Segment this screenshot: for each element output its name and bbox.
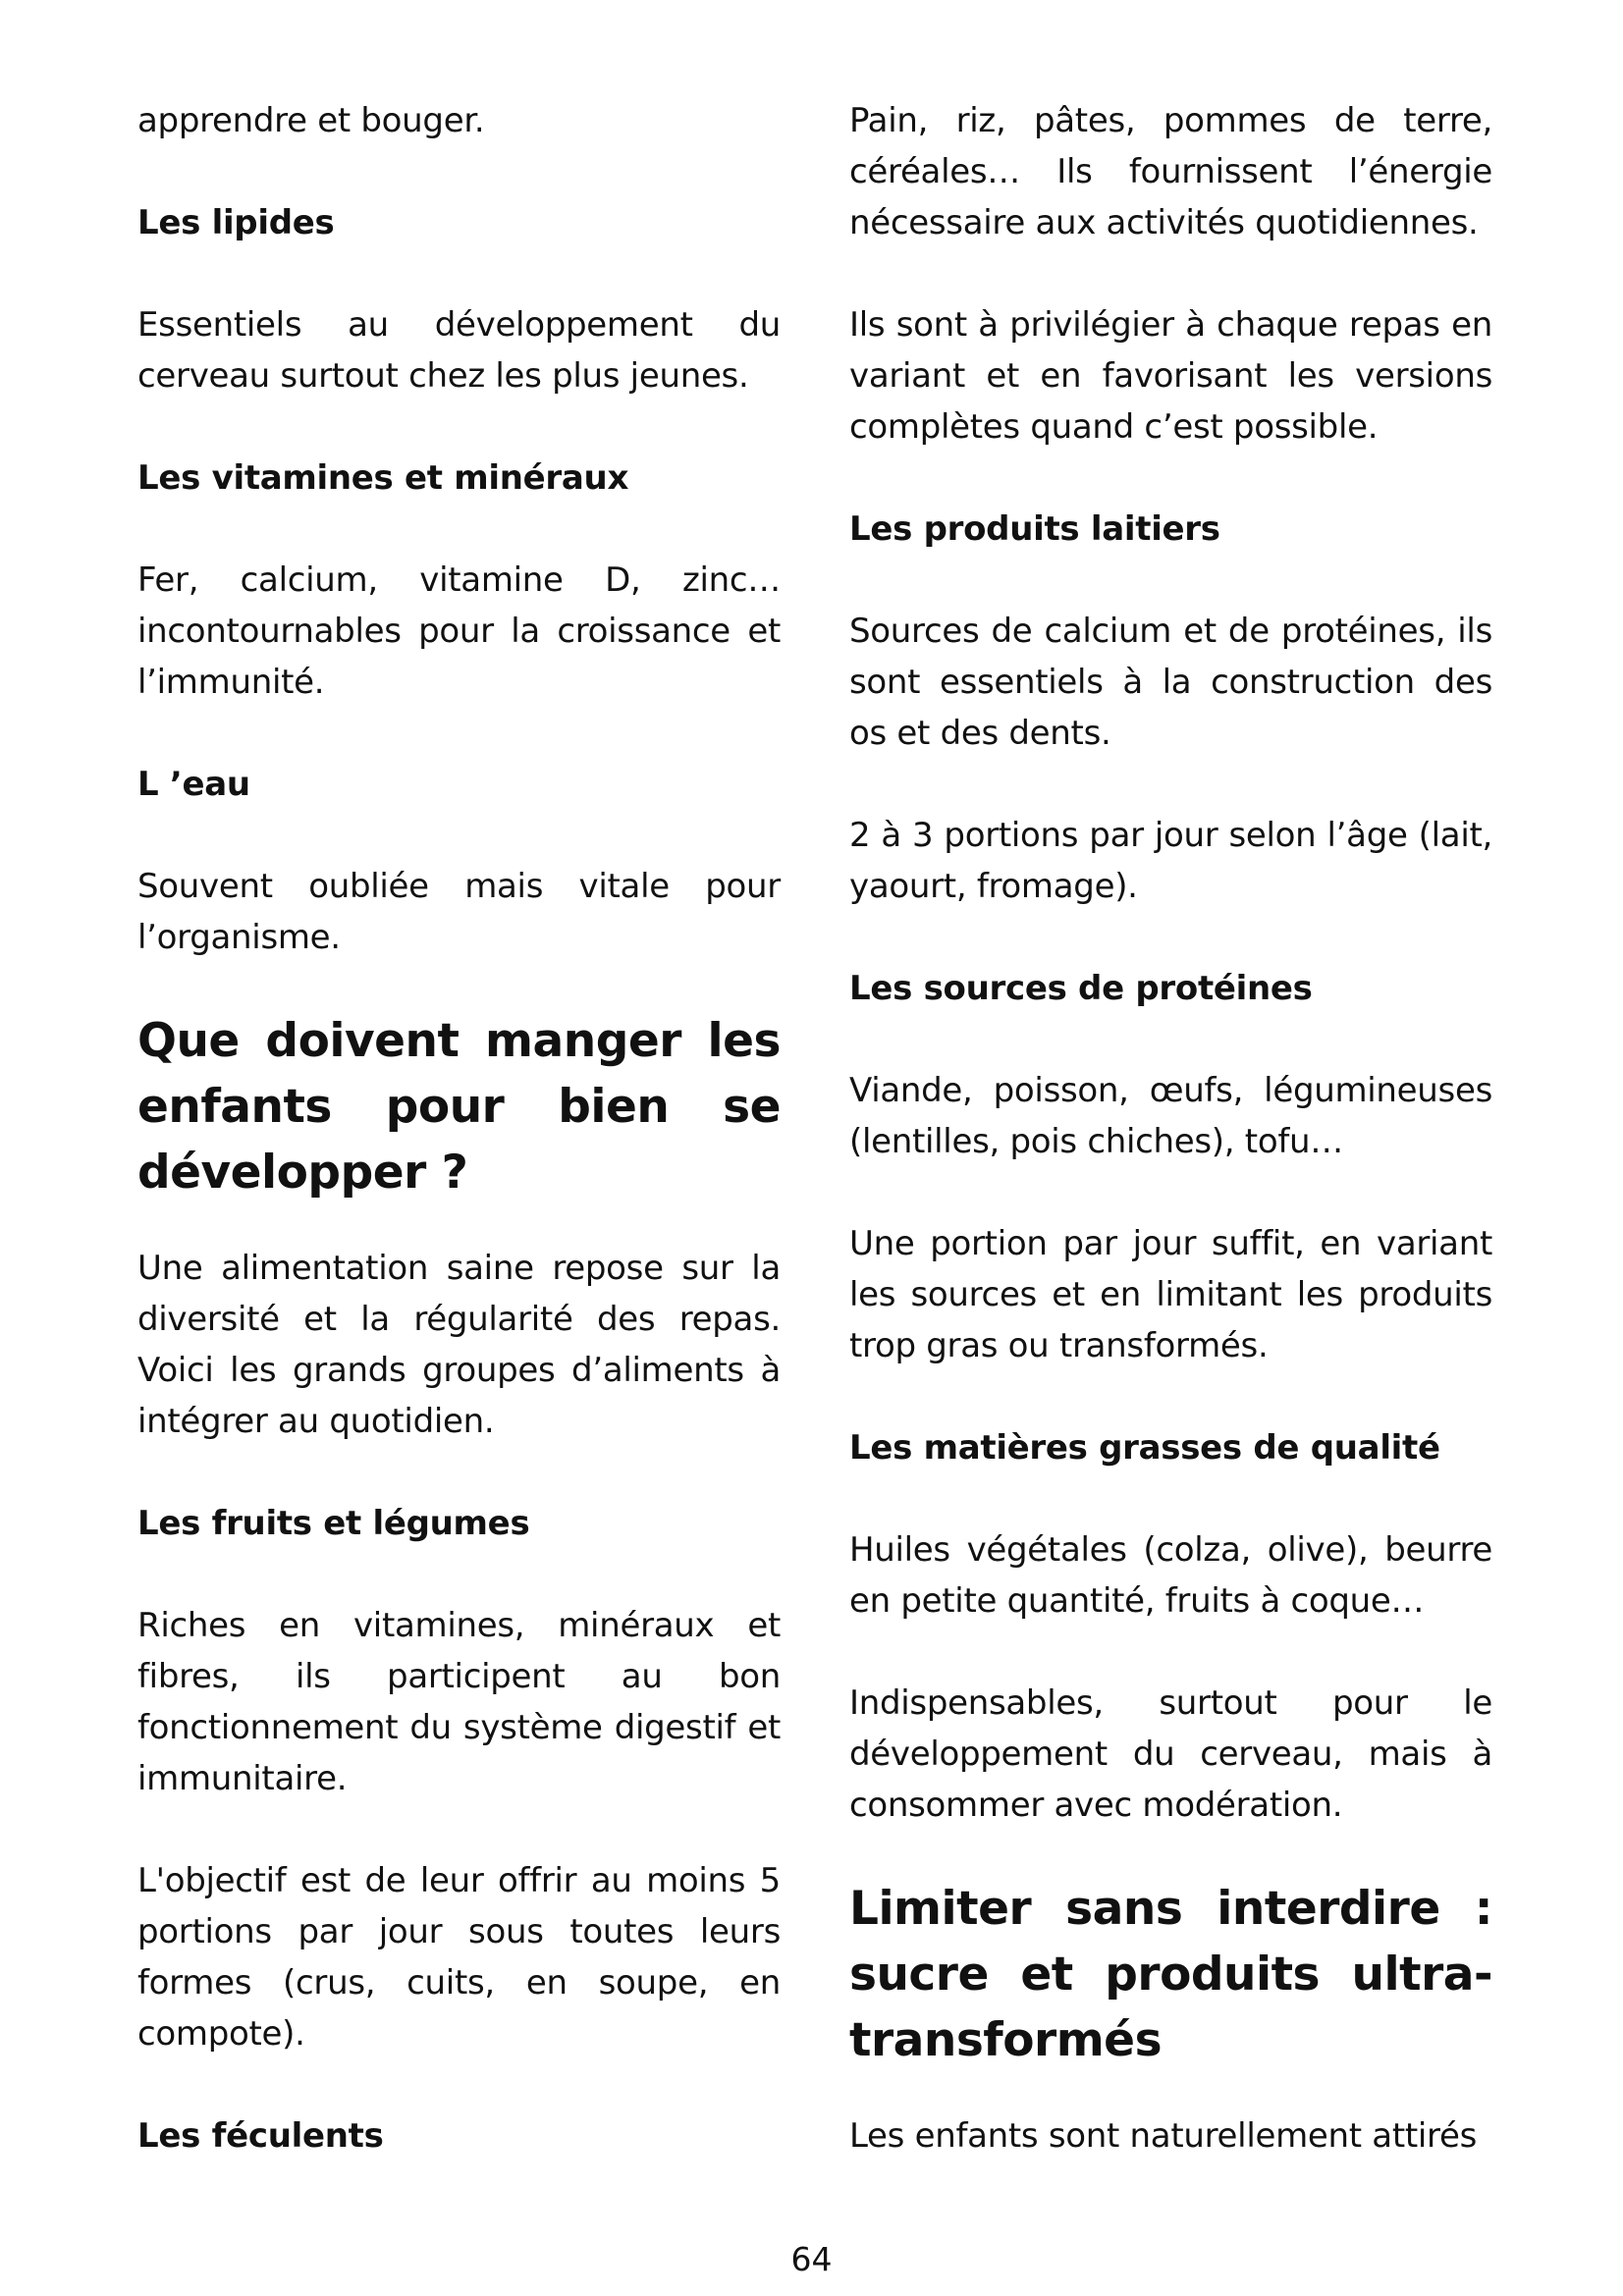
heading-fruits-legumes: Les fruits et légumes xyxy=(137,1504,530,1543)
paragraph-lipides: Essentiels au développement du cerveau surtout chez les plus jeunes. xyxy=(137,305,781,396)
left-column xyxy=(137,95,781,2162)
heading-lipides: Les lipides xyxy=(137,203,335,242)
paragraph-matieres-2: Indispensables, surtout pour le développement du cerveau, mais à consommer avec modération. xyxy=(849,1683,1492,1825)
heading-eau: L ’eau xyxy=(137,765,250,804)
paragraph-laitiers-1: Sources de calcium et de protéines, ils sont essentiels à la construction des os et des dents. xyxy=(849,612,1492,753)
paragraph-laitiers-2: 2 à 3 portions par jour selon l’âge (lait, yaourt, fromage). xyxy=(849,816,1492,906)
paragraph-continuation: apprendre et bouger. xyxy=(137,101,485,140)
paragraph-eau: Souvent oubliée mais vitale pour l’organisme. xyxy=(137,867,781,957)
paragraph-limiter: Les enfants sont naturellement attirés xyxy=(849,2116,1478,2156)
paragraph-proteines-1: Viande, poisson, œufs, légumineuses (lentilles, pois chiches), tofu… xyxy=(849,1071,1492,1161)
paragraph-intro: Une alimentation saine repose sur la diversité et la régularité des repas. Voici les grands groupes d’aliments à intégrer au quotidien. xyxy=(137,1249,781,1441)
section-heading-limiter: Limiter sans interdire : sucre et produits ultra-transformés xyxy=(849,1882,1492,2067)
section-heading-manger: Que doivent manger les enfants pour bien se développer ? xyxy=(137,1014,781,1200)
right-column xyxy=(849,95,1492,2162)
heading-matieres-grasses: Les matières grasses de qualité xyxy=(849,1428,1440,1468)
heading-produits-laitiers: Les produits laitiers xyxy=(849,509,1220,549)
paragraph-vitamines: Fer, calcium, vitamine D, zinc… incontournables pour la croissance et l’immunité. xyxy=(137,561,781,702)
heading-vitamines: Les vitamines et minéraux xyxy=(137,458,629,498)
paragraph-fruits-1: Riches en vitamines, minéraux et fibres, ils participent au bon fonctionnement du système digestif et immunitaire. xyxy=(137,1606,781,1798)
heading-sources-proteines: Les sources de protéines xyxy=(849,969,1313,1008)
paragraph-proteines-2: Une portion par jour suffit, en variant les sources et en limitant les produits trop gras ou transformés. xyxy=(849,1224,1492,1365)
page-number: 64 xyxy=(790,2240,833,2278)
paragraph-matieres-1: Huiles végétales (colza, olive), beurre en petite quantité, fruits à coque… xyxy=(849,1530,1492,1621)
paragraph-fruits-2: L'objectif est de leur offrir au moins 5 portions par jour sous toutes leurs formes (crus, cuits, en soupe, en compote). xyxy=(137,1861,781,2054)
heading-feculents: Les féculents xyxy=(137,2116,384,2156)
paragraph-feculents-1: Pain, riz, pâtes, pommes de terre, céréales… Ils fournissent l’énergie nécessaire aux activités quotidiennes. xyxy=(849,101,1492,242)
paragraph-feculents-2: Ils sont à privilégier à chaque repas en variant et en favorisant les versions complètes quand c’est possible. xyxy=(849,305,1492,447)
